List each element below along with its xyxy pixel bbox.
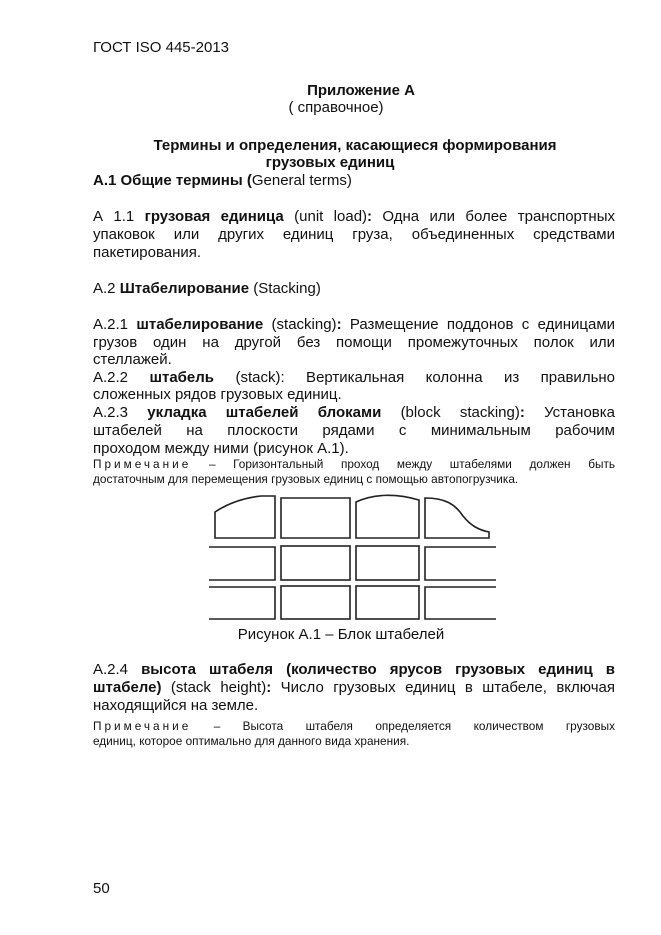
section-a2-heading	[93, 280, 615, 298]
figure-caption: Рисунок А.1 – Блок штабелей	[237, 626, 445, 643]
term-a24-line1	[93, 661, 615, 679]
term-a21-line2: грузов один на другой без помощи промежуточных полок или	[93, 334, 615, 351]
term-a11-line1	[93, 208, 615, 226]
term-a24-en: (stack height)	[170, 679, 267, 696]
section-a1-title: Общие термины (	[120, 172, 252, 189]
term-a22-line1	[93, 369, 615, 387]
figure-block-r3-midright	[356, 586, 419, 619]
term-a23-colon: :	[519, 404, 525, 421]
term-a22-line2: сложенных рядов грузовых единиц.	[93, 386, 342, 403]
term-a11-term: грузовая единица	[144, 208, 284, 225]
note2-line2: единиц, которое оптимально для данного вида хранения.	[93, 734, 410, 748]
figure-block-r2-right	[425, 547, 496, 580]
page-number: 50	[93, 880, 110, 897]
appendix-subtitle-text: ( справочное)	[288, 99, 384, 116]
note1-rest: – Горизонтальный проход между штабелями должен быть	[208, 457, 615, 471]
section-a1-num: А.1	[93, 172, 117, 189]
appendix-subtitle	[236, 99, 436, 117]
term-a24-bold2: штабеле)	[93, 679, 162, 696]
term-a11-rest: Одна или более транспортных	[382, 208, 615, 225]
appendix-heading-text1: Термины и определения, касающиеся формирования	[153, 137, 557, 154]
term-a24-rest: Число грузовых единиц в штабеле, включая	[280, 679, 615, 696]
figure-block-r2-left	[209, 547, 275, 580]
section-a1-heading	[93, 172, 615, 190]
appendix-title-text: Приложение А	[307, 82, 415, 99]
term-a23-term: укладка штабелей блоками	[147, 404, 382, 421]
term-a21-num: А.2.1	[93, 316, 129, 333]
document-header	[93, 39, 615, 57]
term-a24-colon: :	[266, 679, 272, 696]
term-a24-line3: находящийся на земле.	[93, 697, 259, 714]
term-a23-line1	[93, 404, 615, 422]
note2-rest: – Высота штабеля определяется количеством грузовых	[213, 719, 615, 733]
term-a11-en: (unit load)	[294, 208, 368, 225]
appendix-title	[236, 82, 486, 100]
note1-label: Примечание	[93, 457, 192, 471]
block-stacking-figure	[205, 494, 500, 622]
figure-block-r3-left	[209, 587, 275, 619]
note1-line2: достаточным для перемещения грузовых единиц с помощью автопогрузчика.	[93, 472, 519, 486]
term-a21-line1	[93, 316, 615, 334]
term-a11-colon: :	[367, 208, 373, 225]
figure-block-top-left	[215, 496, 275, 538]
figure-block-r2-midleft	[281, 546, 350, 580]
term-a21-line3: стеллажей.	[93, 351, 172, 368]
term-a22-num: А.2.2	[93, 369, 129, 386]
standard-code: ГОСТ ISO 445-2013	[93, 39, 230, 56]
section-a1-title-en: General terms)	[251, 172, 352, 189]
figure-block-r3-midleft	[281, 586, 350, 619]
figure-block-top-midleft	[281, 498, 350, 538]
term-a24-num: А.2.4	[93, 661, 129, 678]
term-a21-en: (stacking)	[271, 316, 337, 333]
page-footer	[93, 880, 615, 898]
term-a24-line2	[93, 679, 615, 697]
appendix-heading-line2	[200, 154, 460, 172]
term-a22-term: штабель	[149, 369, 215, 386]
appendix-heading-line1	[120, 137, 590, 155]
figure-block-top-midright	[356, 495, 419, 538]
term-a21-rest: Размещение поддонов с единицами	[349, 316, 616, 333]
term-a23-rest: Установка	[544, 404, 616, 421]
note2-label: Примечание	[93, 719, 192, 733]
term-a21-term: штабелирование	[136, 316, 264, 333]
figure-block-top-right	[425, 498, 489, 538]
term-a11-num: А 1.1	[93, 208, 135, 225]
figure-block-r2-midright	[356, 546, 419, 580]
section-a2-title: Штабелирование	[119, 280, 250, 297]
term-a23-line2: штабелей на плоскости рядами с минимальным рабочим	[93, 422, 615, 439]
term-a24-bold1: высота штабеля (количество ярусов грузовых единиц в	[141, 661, 616, 678]
term-a23-line3: проходом между ними (рисунок А.1).	[93, 440, 349, 457]
note1-line1	[93, 457, 615, 471]
term-a11-line2: упаковок или других единиц груза, объединенных средствами	[93, 226, 615, 243]
term-a23-num: А.2.3	[93, 404, 129, 421]
figure-block-r3-right	[425, 587, 496, 619]
term-a11-line3: пакетирования.	[93, 244, 202, 261]
section-a2-num: А.2	[93, 280, 116, 297]
term-a22-rest: (stack): Вертикальная колонна из правильно	[235, 369, 616, 386]
note2-line1	[93, 719, 615, 733]
appendix-heading-text2: грузовых единиц	[265, 154, 395, 171]
section-a2-en: (Stacking)	[253, 280, 321, 297]
term-a21-colon: :	[336, 316, 342, 333]
term-a23-en: (block stacking)	[400, 404, 520, 421]
